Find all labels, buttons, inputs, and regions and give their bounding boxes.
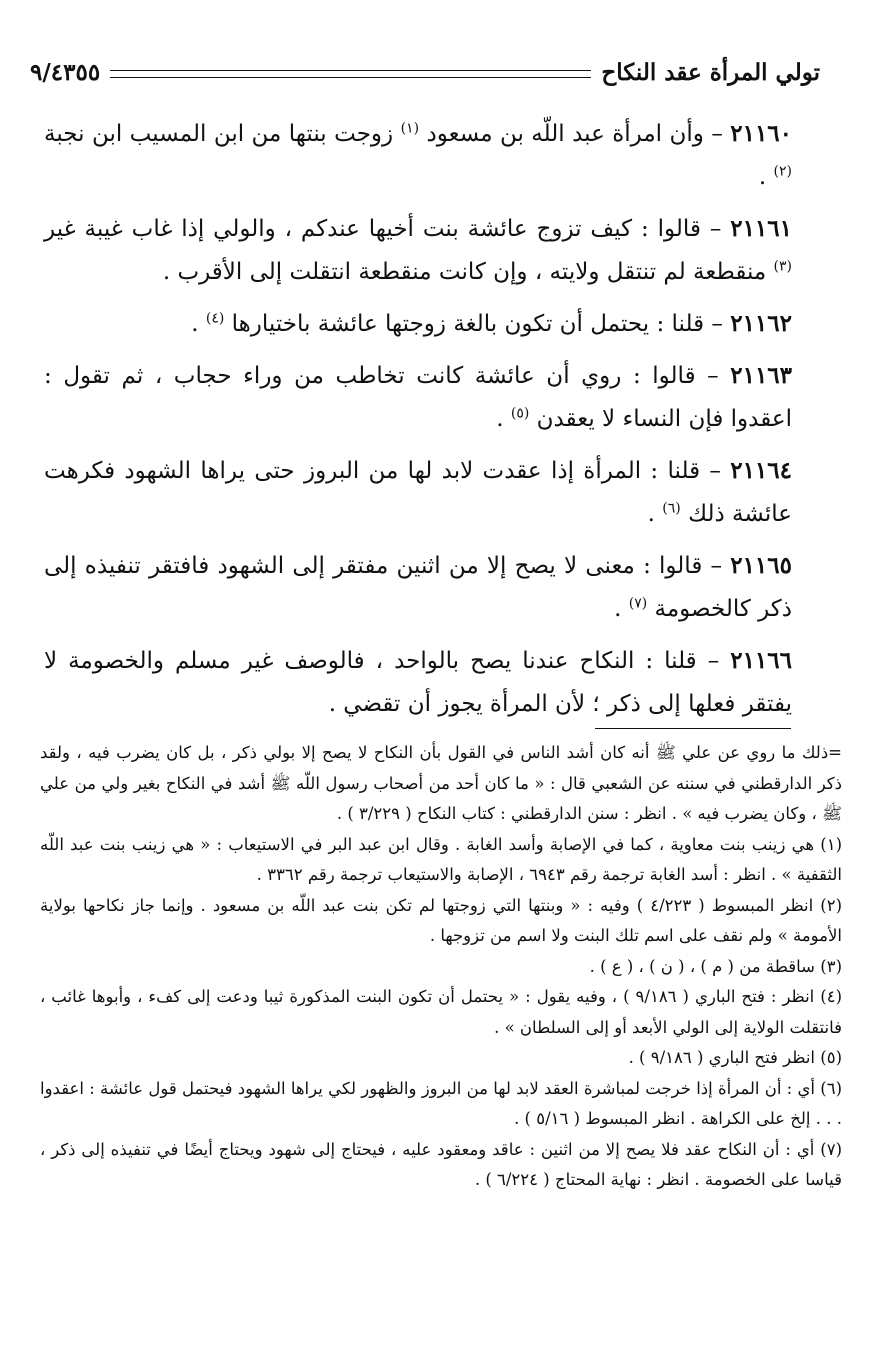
footnote-ref: (٧) [628, 595, 648, 612]
paragraph-text: . [614, 596, 622, 622]
footnote-ref: (١) [400, 120, 420, 137]
footnotes [40, 738, 842, 1196]
paragraph-text: . [647, 501, 655, 527]
paragraph-number: ٢١١٦٠ [730, 120, 793, 147]
footnote-7: (٧) أي : أن النكاح عقد فلا يصح إلا من اثنين : عاقد ومعقود عليه ، فيحتاج إلى شهود ويحتاج أيضًا في تنفيذه إلى ذكر ، قياسا على الخصومة . انظر : نهاية المحتاج ( ٦/٢٢٤ ) . [40, 1139, 842, 1189]
paragraph-number: ٢١١٦٤ [730, 457, 792, 484]
chapter-title: تولي المرأة عقد النكاح [601, 58, 820, 86]
footnote-3: (٣) ساقطة من ( م ) ، ( ن ) ، ( ع ) . [589, 956, 842, 976]
paragraph-text: قلنا : المرأة إذا عقدت لابد لها من البروز حتى يراها الشهود فكرهت عائشة ذلك [44, 458, 792, 527]
paragraph-text: زوجت بنتها من ابن المسيب ابن نجبة [44, 121, 394, 147]
paragraph-text: منقطعة لم تنتقل ولايته ، وإن كانت منقطعة انتقلت إلى الأقرب . [162, 259, 767, 285]
paragraph-text: . [191, 311, 199, 337]
footnote-2: (٢) انظر المبسوط ( ٤/٢٢٣ ) وفيه : « وبنتها التي زوجتها لم تكن بنت عبد اللّه بن مسعود . وإنما جاز نكاحها بولاية الأمومة » ولم نقف على اسم تلك البنت ولا اسم من تزوجها . [40, 895, 842, 945]
footnote-ref: (٣) [773, 258, 792, 275]
footnote-separator [595, 728, 791, 729]
footnote-4: (٤) انظر : فتح الباري ( ٩/١٨٦ ) ، وفيه يقول : « يحتمل أن تكون البنت المذكورة ثيبا ودعت إلى كفء ، وأبوها غائب ، فانتقلت الولاية إلى الولي الأبعد أو إلى السلطان » . [40, 987, 842, 1037]
footnote-ref: (٤) [205, 310, 225, 327]
paragraph-text: قلنا : النكاح عندنا يصح بالواحد ، فالوصف غير مسلم والخصومة لا يفتقر فعلها إلى ذكر ؛ لأن المرأة يجوز أن تقضي . [44, 648, 792, 717]
paragraph-21166: ٢١١٦٦ – قلنا : النكاح عندنا يصح بالواحد ، فالوصف غير مسلم والخصومة لا يفتقر فعلها إلى ذكر ؛ لأن المرأة يجوز أن تقضي . [44, 647, 792, 717]
paragraph-text: وأن امرأة عبد اللّه بن مسعود [426, 121, 704, 147]
paragraph-21162: ٢١١٦٢ – قلنا : يحتمل أن تكون بالغة زوجتها عائشة باختيارها $^{(٤)}$ . [191, 310, 792, 337]
header-double-rule [110, 70, 591, 78]
footnote-6: (٦) أي : أن المرأة إذا خرجت لمباشرة العقد لابد لها من البروز والظهور لكي يراها الشهود فيحتمل قول عائشة : اعقدوا . . . إلخ على الكراهة . انظر المبسوط ( ٥/١٦ ) . [40, 1078, 842, 1128]
paragraph-21163: ٢١١٦٣ – قالوا : روي أن عائشة كانت تخاطب من وراء حجاب ، ثم تقول : اعقدوا فإن النساء لا يعقدن $^{(٥)}$ . [44, 362, 793, 432]
paragraph-text: قالوا : روي أن عائشة كانت تخاطب من وراء حجاب ، ثم تقول : اعقدوا فإن النساء لا يعقدن [44, 363, 792, 432]
paragraph-21165: ٢١١٦٥ – قالوا : معنى لا يصح إلا من اثنين مفتقر إلى الشهود فافتقر تنفيذه إلى ذكر كالخصومة $^{(٧)}$ . [44, 552, 792, 622]
main-text [44, 112, 792, 734]
paragraph-21164: ٢١١٦٤ – قلنا : المرأة إذا عقدت لابد لها من البروز حتى يراها الشهود فكرهت عائشة ذلك $^{(٦)}$ . [44, 457, 792, 527]
footnote-continued: =ذلك ما روي عن علي ﷺ أنه كان أشد الناس في القول بأن النكاح لا يصح إلا بولي ذكر ، بل كان يضرب فيه ، ولقد ذكر الدارقطني في سننه عن الشعبي قال : « ما كان أحد من أصحاب رسول اللّه ﷺ أشد في النكاح بغير ولي من علي ﷺ ، وكان يضرب فيه » . انظر : سنن الدارقطني : كتاب النكاح ( ٣/٢٢٩ ) . [40, 743, 842, 823]
paragraph-21160: ٢١١٦٠ – وأن امرأة عبد اللّه بن مسعود $^{(١)}$ زوجت بنتها من ابن المسيب ابن نجبة $^{(٢)}$ . [44, 120, 793, 190]
paragraph-number: ٢١١٦٣ [730, 362, 793, 389]
footnote-ref: (٢) [773, 163, 792, 180]
running-header [30, 52, 820, 92]
paragraph-text: قلنا : يحتمل أن تكون بالغة زوجتها عائشة باختيارها [231, 311, 705, 337]
paragraph-number: ٢١١٦١ [730, 215, 792, 242]
footnote-5: (٥) انظر فتح الباري ( ٩/١٨٦ ) . [628, 1048, 842, 1067]
paragraph-number: ٢١١٦٦ [730, 647, 792, 674]
paragraph-text: قالوا : كيف تزوج عائشة بنت أخيها عندكم ، والولي إذا غاب غيبة غير [44, 216, 701, 242]
paragraph-text: . [758, 164, 767, 190]
paragraph-21161: ٢١١٦١ – قالوا : كيف تزوج عائشة بنت أخيها عندكم ، والولي إذا غاب غيبة غير $^{(٣)}$ منقطعة لم تنتقل ولايته ، وإن كانت منقطعة انتقلت إلى الأقرب . [44, 215, 792, 285]
paragraph-number: ٢١١٦٥ [730, 552, 792, 579]
paragraph-text: . [496, 406, 504, 432]
page-number: ٩/٤٣٥٥ [30, 58, 101, 86]
paragraph-text: قالوا : معنى لا يصح إلا من اثنين مفتقر إلى الشهود فافتقر تنفيذه إلى ذكر كالخصومة [44, 553, 792, 622]
footnote-ref: (٦) [662, 500, 681, 517]
footnote-ref: (٥) [510, 405, 530, 422]
footnote-1: (١) هي زينب بنت معاوية ، كما في الإصابة وأسد الغابة . وقال ابن عبد البر في الاستيعاب : « هي زينب بنت عبد اللّه الثقفية » . انظر : أسد الغابة ترجمة رقم ٦٩٤٣ ، الإصابة والاستيعاب ترجمة رقم ٣٣٦٢ . [40, 834, 842, 884]
paragraph-number: ٢١١٦٢ [730, 310, 792, 337]
